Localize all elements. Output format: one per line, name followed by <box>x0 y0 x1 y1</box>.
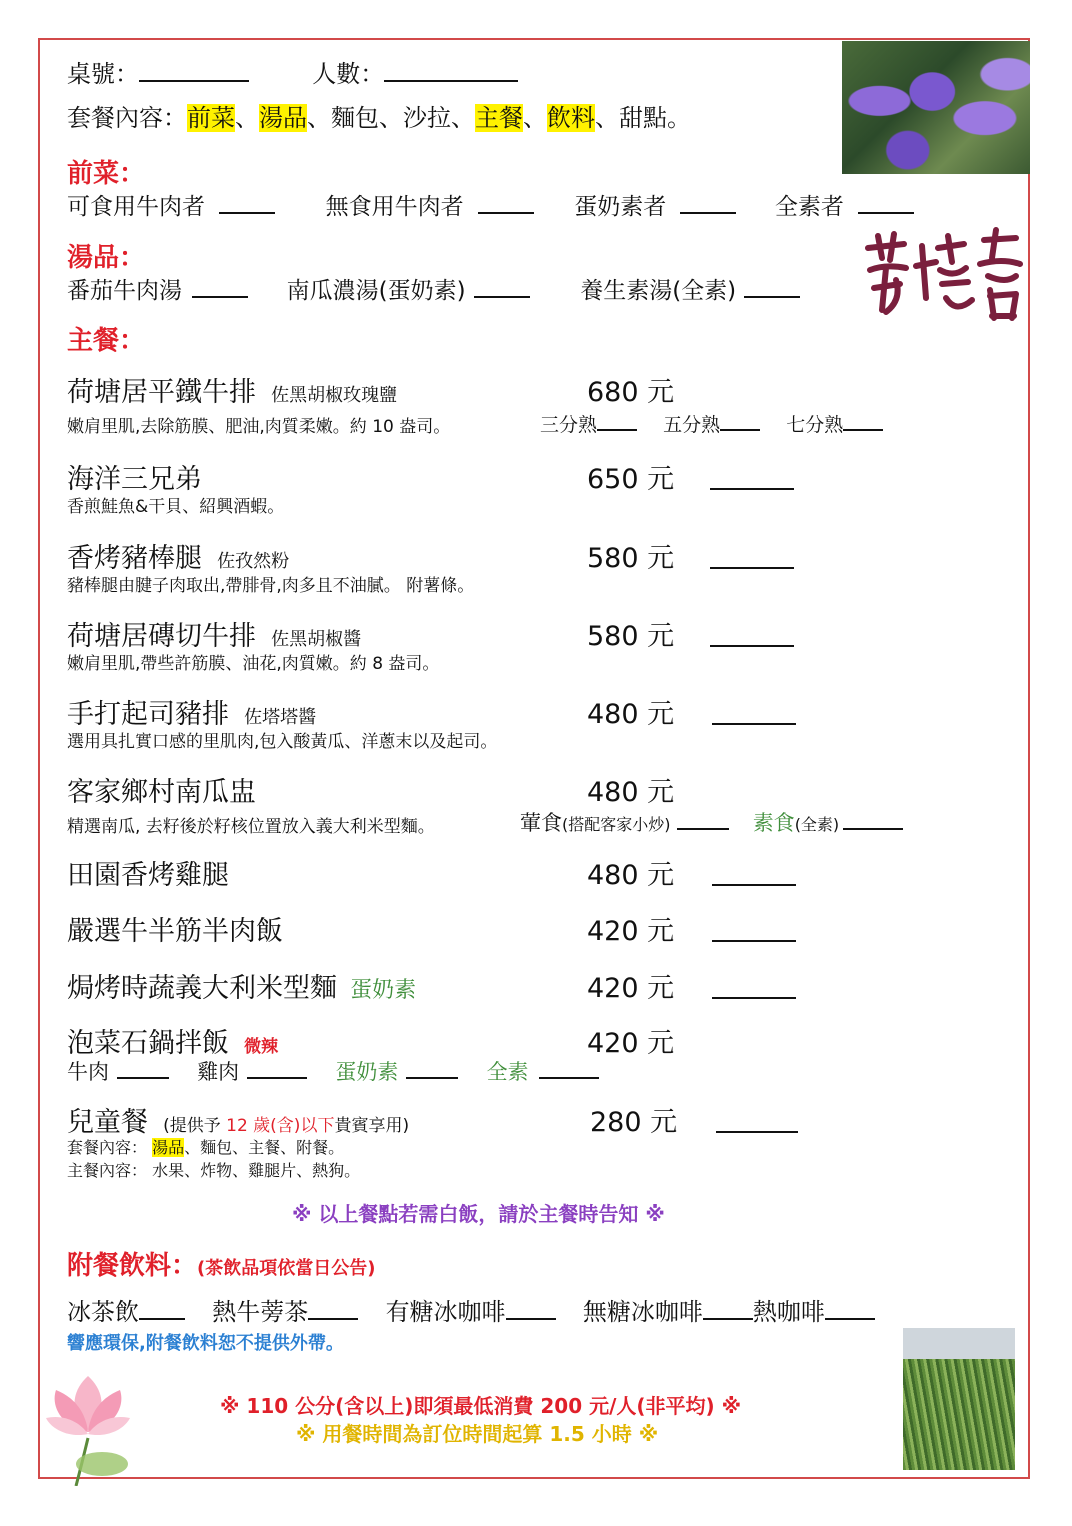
doneness-rare-blank[interactable] <box>597 413 637 431</box>
main-item-name: 兒童餐 <box>67 1107 148 1138</box>
kids-meal-note-end: 貴賓享用) <box>334 1116 410 1136</box>
set-item-highlight: 湯品 <box>259 104 307 132</box>
pumpkin-options <box>520 807 903 837</box>
bibimbap-chicken-blank[interactable] <box>247 1059 307 1079</box>
main-item-brick-steak <box>67 614 361 653</box>
grass-dragonfly-photo <box>903 1328 1015 1470</box>
kids-meal-age-limit: 12 歲(含)以下 <box>226 1116 335 1136</box>
starter-option-no-beef: 無食用牛肉者 <box>325 194 464 220</box>
main-item-price: 580 元 <box>587 543 675 574</box>
bibimbap-choices <box>67 1056 599 1086</box>
main-item-baked-risoni <box>67 966 416 1005</box>
main-item-qty-blank[interactable] <box>712 705 796 725</box>
main-item-kids-meal <box>67 1100 409 1139</box>
main-item-qty-blank[interactable] <box>710 549 794 569</box>
drink-options <box>67 1292 875 1327</box>
kids-meal-main-content <box>67 1158 360 1181</box>
eco-note: 響應環保,附餐飲料恕不提供外帶。 <box>67 1333 344 1354</box>
kids-set-label: 套餐內容： <box>67 1138 148 1157</box>
main-item-side: 佐黑胡椒醬 <box>271 629 362 650</box>
starter-lacto-ovo-blank[interactable] <box>680 194 736 214</box>
main-item-kimchi-bibimbap <box>67 1021 278 1060</box>
main-item-cheese-pork-cutlet <box>67 692 316 731</box>
main-item-qty-blank[interactable] <box>712 922 796 942</box>
main-item-qty-blank[interactable] <box>716 1113 798 1133</box>
main-item-price: 580 元 <box>587 621 675 652</box>
drink-option-burdock-tea: 熱牛蒡茶 <box>212 1298 309 1326</box>
doneness-medium-well-blank[interactable] <box>843 413 883 431</box>
main-item-price: 420 元 <box>587 1028 675 1059</box>
main-item-price: 480 元 <box>587 699 675 730</box>
pumpkin-veg-blank[interactable] <box>843 812 903 830</box>
set-item-separator: 、麵包、沙拉、 <box>307 104 475 132</box>
main-item-desc: 精選南瓜, 去籽後於籽核位置放入義大利米型麵。 <box>67 817 435 837</box>
main-item-desc: 嫩肩里肌,帶些許筋膜、油花,肉質嫩。約 8 盎司。 <box>67 654 440 674</box>
main-item-roast-chicken-leg: 田園香烤雞腿 <box>67 860 229 891</box>
drink-burdock-tea-blank[interactable] <box>308 1300 358 1320</box>
bibimbap-choice-chicken: 雞肉 <box>197 1060 240 1084</box>
main-item-beef-tendon-rice: 嚴選牛半筋半肉飯 <box>67 916 283 947</box>
soup-option-pumpkin: 南瓜濃湯(蛋奶素) <box>286 278 466 304</box>
main-item-price: 480 元 <box>587 777 675 808</box>
kids-main-label: 主餐內容： <box>67 1161 148 1180</box>
main-item-price: 680 元 <box>587 377 675 408</box>
main-item-name: 香烤豬棒腿 <box>67 543 202 574</box>
main-item-desc: 豬棒腿由腱子肉取出,帶腓骨,肉多且不油膩。 附薯條。 <box>67 576 475 596</box>
main-item-diet-tag: 蛋奶素 <box>350 978 417 1003</box>
table-number-label: 桌號： <box>67 60 139 88</box>
pumpkin-option-meat-note: (搭配客家小炒) <box>562 815 671 834</box>
set-content-line <box>67 98 691 133</box>
main-item-flat-iron-steak <box>67 370 397 409</box>
set-content-items <box>187 104 691 132</box>
main-item-name: 荷塘居平鐵牛排 <box>67 377 256 408</box>
soup-veg-blank[interactable] <box>744 278 800 298</box>
table-number-blank[interactable] <box>139 62 249 82</box>
bibimbap-vegan-blank[interactable] <box>539 1059 599 1079</box>
table-number-field <box>67 54 518 89</box>
main-item-roast-pork-leg <box>67 536 289 575</box>
drinks-section-header <box>67 1245 375 1282</box>
main-item-qty-blank[interactable] <box>712 866 796 886</box>
kids-main-rest: 水果、炸物、雞腿片、熱狗。 <box>152 1161 361 1180</box>
drink-unsweet-iced-coffee-blank[interactable] <box>703 1300 753 1320</box>
main-item-side: 佐黑胡椒玫瑰鹽 <box>271 385 398 406</box>
dining-time-note: ※ 用餐時間為訂位時間起算 1.5 小時 ※ <box>296 1422 659 1446</box>
doneness-medium: 五分熟 <box>663 414 721 436</box>
starter-option-lacto-ovo: 蛋奶素者 <box>574 194 667 220</box>
bibimbap-lacto-ovo-blank[interactable] <box>406 1059 458 1079</box>
bibimbap-choice-lacto-ovo: 蛋奶素 <box>335 1060 399 1084</box>
main-item-qty-blank[interactable] <box>712 979 796 999</box>
drink-option-unsweet-iced-coffee: 無糖冰咖啡 <box>582 1298 703 1326</box>
soup-options <box>67 272 800 305</box>
main-item-spicy-tag: 微辣 <box>244 1037 279 1057</box>
starter-section-title: 前菜： <box>67 159 146 189</box>
soup-pumpkin-blank[interactable] <box>474 278 530 298</box>
doneness-medium-well: 七分熟 <box>786 414 844 436</box>
main-course-section-title: 主餐： <box>67 326 146 356</box>
white-rice-note: ※ 以上餐點若需白飯，請於主餐時告知 ※ <box>292 1202 665 1226</box>
min-charge-note: ※ 110 公分(含以上)即須最低消費 200 元/人(非平均) ※ <box>220 1394 742 1418</box>
bibimbap-choice-vegan: 全素 <box>486 1060 529 1084</box>
bibimbap-choice-beef: 牛肉 <box>67 1060 109 1084</box>
drink-option-hot-coffee: 熱咖啡 <box>752 1298 825 1326</box>
starter-options <box>67 188 914 221</box>
drink-iced-tea-blank[interactable] <box>139 1300 185 1320</box>
set-item-separator: 、甜點。 <box>595 104 691 132</box>
main-item-price: 280 元 <box>590 1107 678 1138</box>
kids-set-highlight: 湯品 <box>152 1138 185 1157</box>
set-item-separator: 、 <box>523 104 547 132</box>
drink-option-iced-tea: 冰茶飲 <box>67 1298 139 1326</box>
people-count-label: 人數： <box>312 60 385 88</box>
pumpkin-option-meat: 葷食 <box>520 811 562 835</box>
drink-option-sweet-iced-coffee: 有糖冰咖啡 <box>385 1298 506 1326</box>
drinks-section-note: (茶飲品項依當日公告) <box>197 1258 376 1279</box>
soup-tomato-beef-blank[interactable] <box>192 278 248 298</box>
main-item-desc: 香煎鮭魚&干貝、紹興酒蝦。 <box>67 497 285 517</box>
main-item-price: 480 元 <box>587 860 675 891</box>
main-item-price: 420 元 <box>587 973 675 1004</box>
starter-option-vegan: 全素者 <box>774 194 844 220</box>
pumpkin-meat-blank[interactable] <box>677 812 729 830</box>
main-item-qty-blank[interactable] <box>710 470 794 490</box>
main-item-name: 荷塘居磚切牛排 <box>67 621 256 652</box>
kids-meal-note: (提供予 <box>163 1116 227 1136</box>
main-item-name: 焗烤時蔬義大利米型麵 <box>67 973 337 1004</box>
kids-set-rest: 、麵包、主餐、附餐。 <box>184 1138 345 1157</box>
main-item-hakka-pumpkin: 客家鄉村南瓜盅 <box>67 777 256 808</box>
pumpkin-option-veg-note: (全素) <box>794 815 840 834</box>
main-item-desc: 選用具扎實口感的里肌肉,包入酸黃瓜、洋蔥末以及起司。 <box>67 732 498 752</box>
starter-vegan-blank[interactable] <box>858 194 914 214</box>
doneness-options <box>540 410 883 437</box>
starter-option-beef: 可食用牛肉者 <box>67 194 205 220</box>
wisteria-photo <box>842 41 1030 174</box>
drinks-section-title: 附餐飲料： <box>67 1251 198 1281</box>
people-count-blank[interactable] <box>384 62 518 82</box>
soup-section-title: 湯品： <box>67 243 146 273</box>
set-item-highlight: 飲料 <box>547 104 595 132</box>
set-item-highlight: 主餐 <box>475 104 523 132</box>
main-item-seafood-trio: 海洋三兄弟 <box>67 464 202 495</box>
bibimbap-beef-blank[interactable] <box>117 1059 169 1079</box>
kids-meal-set-content <box>67 1135 344 1158</box>
starter-beef-blank[interactable] <box>219 194 275 214</box>
main-item-price: 420 元 <box>587 916 675 947</box>
doneness-rare: 三分熟 <box>540 414 598 436</box>
main-item-qty-blank[interactable] <box>710 627 794 647</box>
brand-calligraphy-logo <box>856 218 1026 328</box>
set-item-highlight: 前菜 <box>187 104 235 132</box>
pumpkin-option-veg: 素食 <box>752 811 795 835</box>
drink-sweet-iced-coffee-blank[interactable] <box>506 1300 556 1320</box>
main-item-name: 泡菜石鍋拌飯 <box>67 1028 229 1059</box>
main-item-side: 佐塔塔醬 <box>244 707 317 728</box>
starter-no-beef-blank[interactable] <box>478 194 534 214</box>
drink-hot-coffee-blank[interactable] <box>825 1300 875 1320</box>
soup-option-tomato-beef: 番茄牛肉湯 <box>67 278 182 304</box>
main-item-price: 650 元 <box>587 464 675 495</box>
doneness-medium-blank[interactable] <box>720 413 760 431</box>
set-content-label: 套餐內容： <box>67 104 187 132</box>
main-item-desc: 嫩肩里肌,去除筋膜、肥油,肉質柔嫩。約 10 盎司。 <box>67 417 451 437</box>
main-item-name: 手打起司豬排 <box>67 699 229 730</box>
main-item-side: 佐孜然粉 <box>217 551 290 572</box>
set-item-separator: 、 <box>235 104 259 132</box>
soup-option-veg: 養生素湯(全素) <box>580 278 737 304</box>
lotus-flower-illustration <box>42 1368 134 1486</box>
